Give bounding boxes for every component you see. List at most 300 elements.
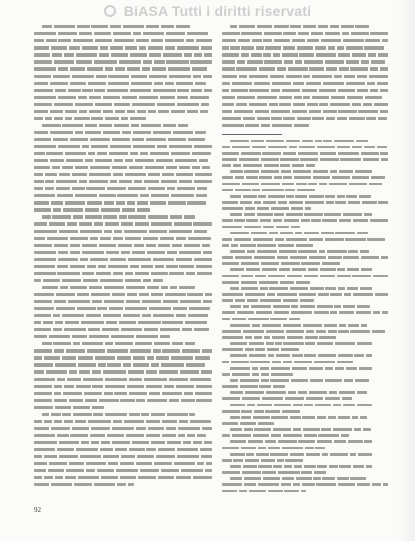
word-mark <box>76 53 97 56</box>
word-mark <box>248 318 268 321</box>
word-mark <box>80 258 88 261</box>
word-mark <box>154 82 164 85</box>
word-mark <box>105 413 126 416</box>
word-mark <box>108 265 128 268</box>
word-mark <box>290 287 308 290</box>
word-mark <box>135 342 152 345</box>
word-mark <box>161 469 179 472</box>
word-mark <box>79 370 90 373</box>
word-mark <box>279 103 290 106</box>
word-mark <box>245 391 264 394</box>
word-mark <box>167 251 177 254</box>
word-mark <box>190 96 209 99</box>
word-mark <box>64 53 74 56</box>
word-mark <box>160 328 180 331</box>
watermark-seal-icon <box>104 5 116 17</box>
word-mark <box>121 455 135 458</box>
word-mark <box>302 89 317 92</box>
text-line <box>34 482 212 489</box>
word-mark <box>146 370 156 373</box>
word-mark <box>241 447 256 450</box>
word-mark <box>338 354 353 357</box>
word-mark <box>133 32 140 35</box>
word-mark <box>342 397 352 400</box>
word-mark <box>34 166 50 169</box>
word-mark <box>230 477 242 480</box>
word-mark <box>65 117 73 120</box>
word-mark <box>151 222 172 225</box>
word-mark <box>260 287 268 290</box>
word-mark <box>281 348 299 351</box>
word-mark <box>352 103 361 106</box>
word-mark <box>99 124 112 127</box>
word-mark <box>364 146 375 149</box>
word-mark <box>366 354 372 357</box>
word-mark <box>158 110 168 113</box>
word-mark <box>76 60 93 63</box>
text-line <box>222 199 388 205</box>
word-mark <box>298 440 314 443</box>
word-mark <box>364 213 373 216</box>
word-mark <box>298 250 317 253</box>
word-mark <box>260 219 271 222</box>
word-mark <box>109 307 123 310</box>
word-mark <box>132 441 149 444</box>
word-mark <box>165 82 174 85</box>
word-mark <box>173 131 193 134</box>
word-mark <box>305 336 318 339</box>
word-mark <box>151 441 165 444</box>
word-mark <box>290 256 307 259</box>
word-mark <box>378 117 387 120</box>
word-mark <box>142 67 150 70</box>
word-mark <box>34 455 42 458</box>
word-mark <box>172 342 183 345</box>
word-mark <box>77 293 89 296</box>
word-mark <box>193 222 211 225</box>
word-mark <box>337 46 344 49</box>
word-mark <box>381 256 388 259</box>
word-mark <box>270 318 287 321</box>
word-mark <box>335 367 344 370</box>
word-mark <box>34 406 53 409</box>
word-mark <box>309 391 327 394</box>
word-mark <box>112 166 127 169</box>
word-mark <box>222 110 232 113</box>
word-mark <box>80 230 102 233</box>
word-mark <box>184 53 192 56</box>
word-mark <box>107 89 128 92</box>
word-mark <box>103 370 125 373</box>
text-line <box>34 376 212 383</box>
word-mark <box>333 428 352 431</box>
word-mark <box>113 32 131 35</box>
word-mark <box>308 268 319 271</box>
word-mark <box>190 420 211 423</box>
word-mark <box>129 166 143 169</box>
word-mark <box>34 60 52 63</box>
word-mark <box>329 465 337 468</box>
word-mark <box>91 145 107 148</box>
word-mark <box>278 244 294 247</box>
word-mark <box>55 89 67 92</box>
word-mark <box>58 251 67 254</box>
word-mark <box>239 25 256 28</box>
word-mark <box>310 379 323 382</box>
word-mark <box>317 465 327 468</box>
word-mark <box>305 342 315 345</box>
text-line <box>222 427 388 433</box>
word-mark <box>290 416 301 419</box>
word-mark <box>176 173 193 176</box>
word-mark <box>306 453 321 456</box>
word-mark <box>344 75 355 78</box>
word-mark <box>338 110 356 113</box>
word-mark <box>222 293 243 296</box>
word-mark <box>243 117 255 120</box>
word-mark <box>377 82 388 85</box>
word-mark <box>268 146 287 149</box>
word-mark <box>235 189 251 192</box>
word-mark <box>222 89 229 92</box>
word-mark <box>177 448 198 451</box>
word-mark <box>382 39 388 42</box>
word-mark <box>143 237 158 240</box>
word-mark <box>34 96 56 99</box>
word-mark <box>222 318 230 321</box>
word-mark <box>323 140 332 143</box>
word-mark <box>266 342 274 345</box>
word-mark <box>253 434 269 437</box>
word-mark <box>121 222 134 225</box>
text-line <box>34 278 212 285</box>
word-mark <box>162 321 182 324</box>
text-line <box>34 52 212 59</box>
word-mark <box>101 441 110 444</box>
word-mark <box>241 410 251 413</box>
word-mark <box>153 314 174 317</box>
word-mark <box>112 427 134 430</box>
word-mark <box>230 416 240 419</box>
word-mark <box>115 110 125 113</box>
word-mark <box>370 67 379 70</box>
text-line <box>34 200 212 207</box>
word-mark <box>301 490 306 493</box>
word-mark <box>271 373 292 376</box>
word-mark <box>222 348 243 351</box>
word-mark <box>85 124 97 127</box>
word-mark <box>113 420 122 423</box>
word-mark <box>303 25 316 28</box>
word-mark <box>278 471 299 474</box>
word-mark <box>286 140 300 143</box>
word-mark <box>274 25 289 28</box>
word-mark <box>91 293 110 296</box>
word-mark <box>124 230 146 233</box>
word-mark <box>222 183 240 186</box>
word-mark <box>273 428 291 431</box>
word-mark <box>34 251 56 254</box>
word-mark <box>49 462 68 465</box>
word-mark <box>65 152 86 155</box>
word-mark <box>273 305 290 308</box>
word-mark <box>34 244 52 247</box>
word-mark <box>34 117 43 120</box>
text-line <box>34 158 212 165</box>
word-mark <box>344 379 353 382</box>
word-mark <box>222 336 243 339</box>
word-mark <box>147 399 167 402</box>
word-mark <box>303 428 320 431</box>
word-mark <box>281 262 300 265</box>
word-mark <box>87 349 105 352</box>
word-mark <box>120 462 133 465</box>
word-mark <box>297 117 311 120</box>
word-mark <box>51 483 72 486</box>
word-mark <box>164 385 174 388</box>
word-mark <box>48 469 64 472</box>
word-mark <box>334 75 342 78</box>
watermark <box>0 0 415 22</box>
word-mark <box>127 67 141 70</box>
word-mark <box>315 404 331 407</box>
word-mark <box>58 96 76 99</box>
word-mark <box>111 53 129 56</box>
word-mark <box>44 455 58 458</box>
word-mark <box>161 180 177 183</box>
text-line <box>34 235 212 242</box>
word-mark <box>370 89 378 92</box>
word-mark <box>96 272 111 275</box>
word-mark <box>50 110 63 113</box>
word-mark <box>230 232 249 235</box>
word-mark <box>176 385 194 388</box>
word-mark <box>78 476 100 479</box>
word-mark <box>154 60 165 63</box>
word-mark <box>296 477 312 480</box>
word-mark <box>166 60 188 63</box>
word-mark <box>252 373 259 376</box>
word-mark <box>304 354 316 357</box>
word-mark <box>118 244 133 247</box>
word-mark <box>222 164 231 167</box>
word-mark <box>34 321 41 324</box>
word-mark <box>292 268 306 271</box>
word-mark <box>286 330 304 333</box>
word-mark <box>78 363 97 366</box>
text-line <box>34 130 212 137</box>
word-mark <box>34 194 55 197</box>
word-mark <box>66 349 85 352</box>
word-mark <box>92 300 102 303</box>
word-mark <box>94 89 105 92</box>
word-mark <box>50 131 73 134</box>
word-mark <box>331 96 345 99</box>
word-mark <box>342 32 349 35</box>
word-mark <box>34 356 42 359</box>
word-mark <box>127 293 137 296</box>
word-mark <box>261 158 278 161</box>
word-mark <box>34 469 46 472</box>
word-mark <box>83 378 103 381</box>
word-mark <box>246 453 254 456</box>
word-mark <box>293 82 304 85</box>
word-mark <box>283 434 302 437</box>
word-mark <box>290 453 304 456</box>
word-mark <box>70 82 85 85</box>
word-mark <box>284 219 299 222</box>
word-mark <box>255 348 264 351</box>
word-mark <box>319 250 326 253</box>
word-mark <box>302 483 315 486</box>
word-mark <box>359 367 372 370</box>
word-mark <box>162 173 175 176</box>
word-mark <box>98 363 105 366</box>
word-mark <box>355 379 370 382</box>
word-mark <box>100 237 111 240</box>
word-mark <box>249 89 269 92</box>
text-line <box>34 66 212 73</box>
text-line <box>34 405 212 412</box>
word-mark <box>141 265 153 268</box>
word-mark <box>149 230 168 233</box>
word-mark <box>275 342 281 345</box>
word-mark <box>200 448 212 451</box>
word-mark <box>261 170 280 173</box>
word-mark <box>293 103 305 106</box>
text-line <box>34 207 212 214</box>
word-mark <box>137 201 148 204</box>
word-mark <box>131 82 151 85</box>
word-mark <box>120 476 136 479</box>
word-mark <box>34 363 53 366</box>
text-line <box>34 362 212 369</box>
word-mark <box>97 307 107 310</box>
word-mark <box>234 219 244 222</box>
word-mark <box>304 232 319 235</box>
word-mark <box>174 462 195 465</box>
word-mark <box>90 434 105 437</box>
word-mark <box>300 299 314 302</box>
word-mark <box>230 195 241 198</box>
word-mark <box>105 67 113 70</box>
word-mark <box>222 244 229 247</box>
word-mark <box>151 363 159 366</box>
word-mark <box>130 53 146 56</box>
text-line <box>34 151 212 158</box>
word-mark <box>235 176 244 179</box>
word-mark <box>282 183 294 186</box>
word-mark <box>237 311 254 314</box>
word-mark <box>34 265 55 268</box>
word-mark <box>178 427 200 430</box>
word-mark <box>125 159 133 162</box>
word-mark <box>298 391 307 394</box>
word-mark <box>257 250 277 253</box>
word-mark <box>301 471 312 474</box>
word-mark <box>222 158 237 161</box>
word-mark <box>240 201 252 204</box>
word-mark <box>222 262 239 265</box>
word-mark <box>222 96 235 99</box>
word-mark <box>174 222 192 225</box>
word-mark <box>70 67 85 70</box>
word-mark <box>344 293 351 296</box>
text-line <box>222 488 388 494</box>
word-mark <box>380 110 388 113</box>
word-mark <box>246 219 258 222</box>
word-mark <box>34 89 53 92</box>
word-mark <box>56 293 75 296</box>
word-mark <box>232 82 252 85</box>
word-mark <box>222 275 239 278</box>
word-mark <box>104 201 115 204</box>
word-mark <box>242 471 260 474</box>
text-line <box>34 447 212 454</box>
word-mark <box>222 299 233 302</box>
word-mark <box>200 110 208 113</box>
word-mark <box>103 455 119 458</box>
word-mark <box>161 363 184 366</box>
word-mark <box>262 471 276 474</box>
word-mark <box>282 53 298 56</box>
word-mark <box>257 213 273 216</box>
word-mark <box>141 124 161 127</box>
word-mark <box>47 237 68 240</box>
word-mark <box>34 131 48 134</box>
word-mark <box>241 46 253 49</box>
text-line <box>222 94 388 101</box>
word-mark <box>193 476 212 479</box>
text-line <box>222 390 388 396</box>
word-mark <box>89 180 108 183</box>
word-mark <box>94 483 116 486</box>
word-mark <box>372 330 385 333</box>
word-mark <box>293 404 302 407</box>
word-mark <box>201 370 212 373</box>
word-mark <box>335 342 355 345</box>
word-mark <box>171 110 185 113</box>
word-mark <box>327 250 346 253</box>
word-mark <box>130 349 151 352</box>
word-mark <box>72 75 93 78</box>
word-mark <box>222 410 240 413</box>
word-mark <box>116 201 125 204</box>
word-mark <box>43 321 53 324</box>
word-mark <box>241 287 258 290</box>
word-mark <box>307 39 319 42</box>
word-mark <box>88 328 100 331</box>
word-mark <box>148 215 168 218</box>
word-mark <box>222 201 238 204</box>
word-mark <box>337 195 345 198</box>
word-mark <box>352 275 371 278</box>
word-mark <box>64 328 86 331</box>
text-line <box>34 475 212 482</box>
word-mark <box>99 194 116 197</box>
word-mark <box>69 370 77 373</box>
word-mark <box>377 146 387 149</box>
word-mark <box>103 131 120 134</box>
word-mark <box>205 469 211 472</box>
word-mark <box>148 427 164 430</box>
text-line <box>222 73 388 80</box>
word-mark <box>245 336 252 339</box>
word-mark <box>274 404 291 407</box>
word-mark <box>158 244 170 247</box>
word-mark <box>306 164 315 167</box>
word-mark <box>34 335 47 338</box>
